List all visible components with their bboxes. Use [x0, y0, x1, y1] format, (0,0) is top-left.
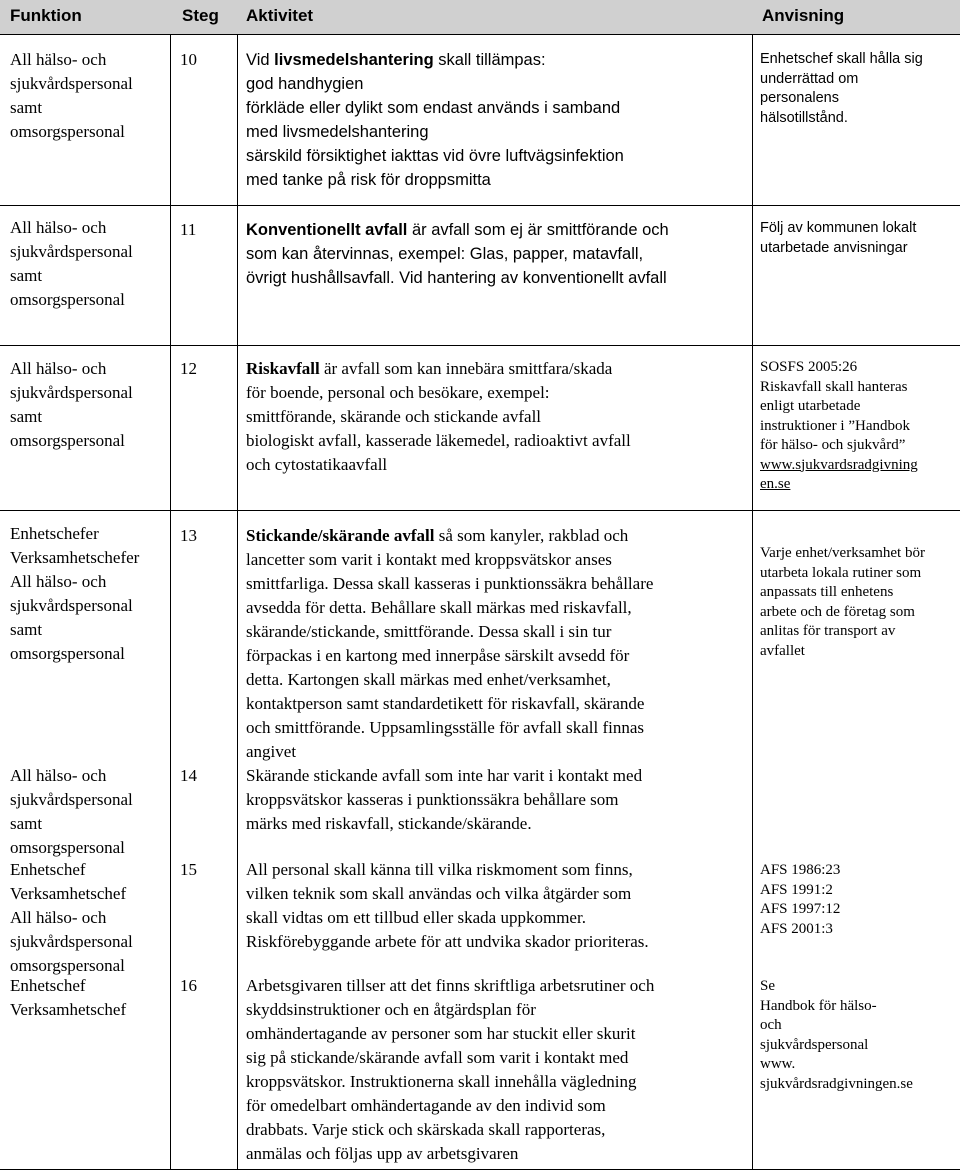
- row-steg: 12: [180, 359, 197, 378]
- row-aktivitet: Arbetsgivaren tillser att det finns skriftliga arbetsrutiner och skyddsinstruktioner och en åtgärdsplan för omhändertagande av personer som har stuckit eller skurit sig på stickande/skärande avfall som varit i kontakt med kroppsvätskor. Instruktionerna skall innehålla vägledning för omedelbart omhändertagande av den individ som drabbats. Varje stick och skärskada skall rapporteras, anmälas och följas upp av arbetsgivaren: [246, 976, 655, 1163]
- row-funktion: Enhetschef Verksamhetschef: [10, 976, 127, 1019]
- row-aktivitet: Vid livsmedelshantering skall tillämpas: god handhygien förkläde eller dylikt som endast används i samband med livsmedelshantering särskild försiktighet iakttas vid övre luftvägsinfektion med tanke på risk för droppsmitta: [246, 51, 624, 189]
- row-funktion: All hälso- och sjukvårdspersonal samt omsorgspersonal: [10, 50, 133, 141]
- row-aktivitet: Riskavfall är avfall som kan innebära smittfara/skada för boende, personal och besökare, exempel: smittförande, skärande och stickande avfall biologiskt avfall, kasserade läkemedel, radioaktivt avfall och cytostatikaavfall: [246, 359, 631, 474]
- row-steg: 13: [180, 526, 197, 545]
- row-funktion: All hälso- och sjukvårdspersonal samt omsorgspersonal: [10, 359, 133, 450]
- row-divider: [0, 345, 960, 346]
- row-aktivitet: All personal skall känna till vilka riskmoment som finns, vilken teknik som skall användas och vilka åtgärder som skall vidtas om ett tillbud eller skada uppkommer. Riskförebyggande arbete för att undvika skador prioriteras.: [246, 860, 649, 951]
- row-divider: [0, 510, 960, 511]
- row-funktion: All hälso- och sjukvårdspersonal samt omsorgspersonal: [10, 766, 133, 857]
- header-steg: Steg: [182, 6, 219, 25]
- row-anvisning: Se Handbok för hälso- och sjukvårdspersonal www. sjukvårdsradgivningen.se: [760, 978, 913, 1092]
- row-funktion: Enhetschefer Verksamhetschefer All hälso- och sjukvårdspersonal samt omsorgspersonal: [10, 524, 140, 663]
- row-aktivitet: Stickande/skärande avfall så som kanyler, rakblad och lancetter som varit i kontakt med kroppsvätskor anses smittfarliga. Dessa skall kasseras i punktionssäkra behållare avsedda för detta. Behållare skall märkas med riskavfall, skärande/stickande, smittförande. Dessa skall i sin tur förpackas i en kartong med innerpåse särskilt avsedd för detta. Kartongen skall märkas med enhet/verksamhet, kontaktperson samt standardetikett för riskavfall, skärande och smittförande. Uppsamlingsställe för avfall skall finnas angivet: [246, 526, 654, 761]
- row-funktion: Enhetschef Verksamhetschef All hälso- och sjukvårdspersonal omsorgspersonal: [10, 860, 133, 975]
- table-header: [0, 0, 960, 35]
- handbok-link[interactable]: www.sjukvardsradgivning en.se: [760, 456, 918, 492]
- row-anvisning: Följ av kommunen lokalt utarbetade anvisningar: [760, 220, 917, 256]
- header-anvisning: Anvisning: [762, 6, 845, 25]
- row-anvisning: AFS 1986:23 AFS 1991:2 AFS 1997:12 AFS 2001:3: [760, 862, 841, 937]
- header-aktivitet: Aktivitet: [246, 6, 314, 25]
- row-steg: 15: [180, 860, 197, 879]
- row-divider: [0, 205, 960, 206]
- row-steg: 10: [180, 50, 197, 69]
- row-steg: 11: [180, 220, 197, 239]
- row-aktivitet: Konventionellt avfall är avfall som ej är smittförande och som kan återvinnas, exempel: Glas, papper, matavfall, övrigt hushållsavfall. Vid hantering av konventionellt avfall: [246, 221, 669, 287]
- row-aktivitet: Skärande stickande avfall som inte har varit i kontakt med kroppsvätskor kasseras i punktionssäkra behållare som märks med riskavfall, stickande/skärande.: [246, 766, 643, 833]
- row-funktion: All hälso- och sjukvårdspersonal samt omsorgspersonal: [10, 218, 133, 309]
- row-anvisning: SOSFS 2005:26 Riskavfall skall hanteras enligt utarbetade instruktioner i ”Handbok för hälso- och sjukvård” www.sjukvardsradgivning en.se: [760, 359, 918, 492]
- row-steg: 16: [180, 976, 197, 995]
- row-anvisning: Enhetschef skall hålla sig underrättad om personalens hälsotillstånd.: [760, 51, 923, 126]
- row-steg: 14: [180, 766, 197, 785]
- header-funktion: Funktion: [10, 6, 82, 25]
- row-anvisning: Varje enhet/verksamhet bör utarbeta lokala rutiner som anpassats till enhetens arbete och de företag som anlitas för transport av avfallet: [760, 545, 925, 659]
